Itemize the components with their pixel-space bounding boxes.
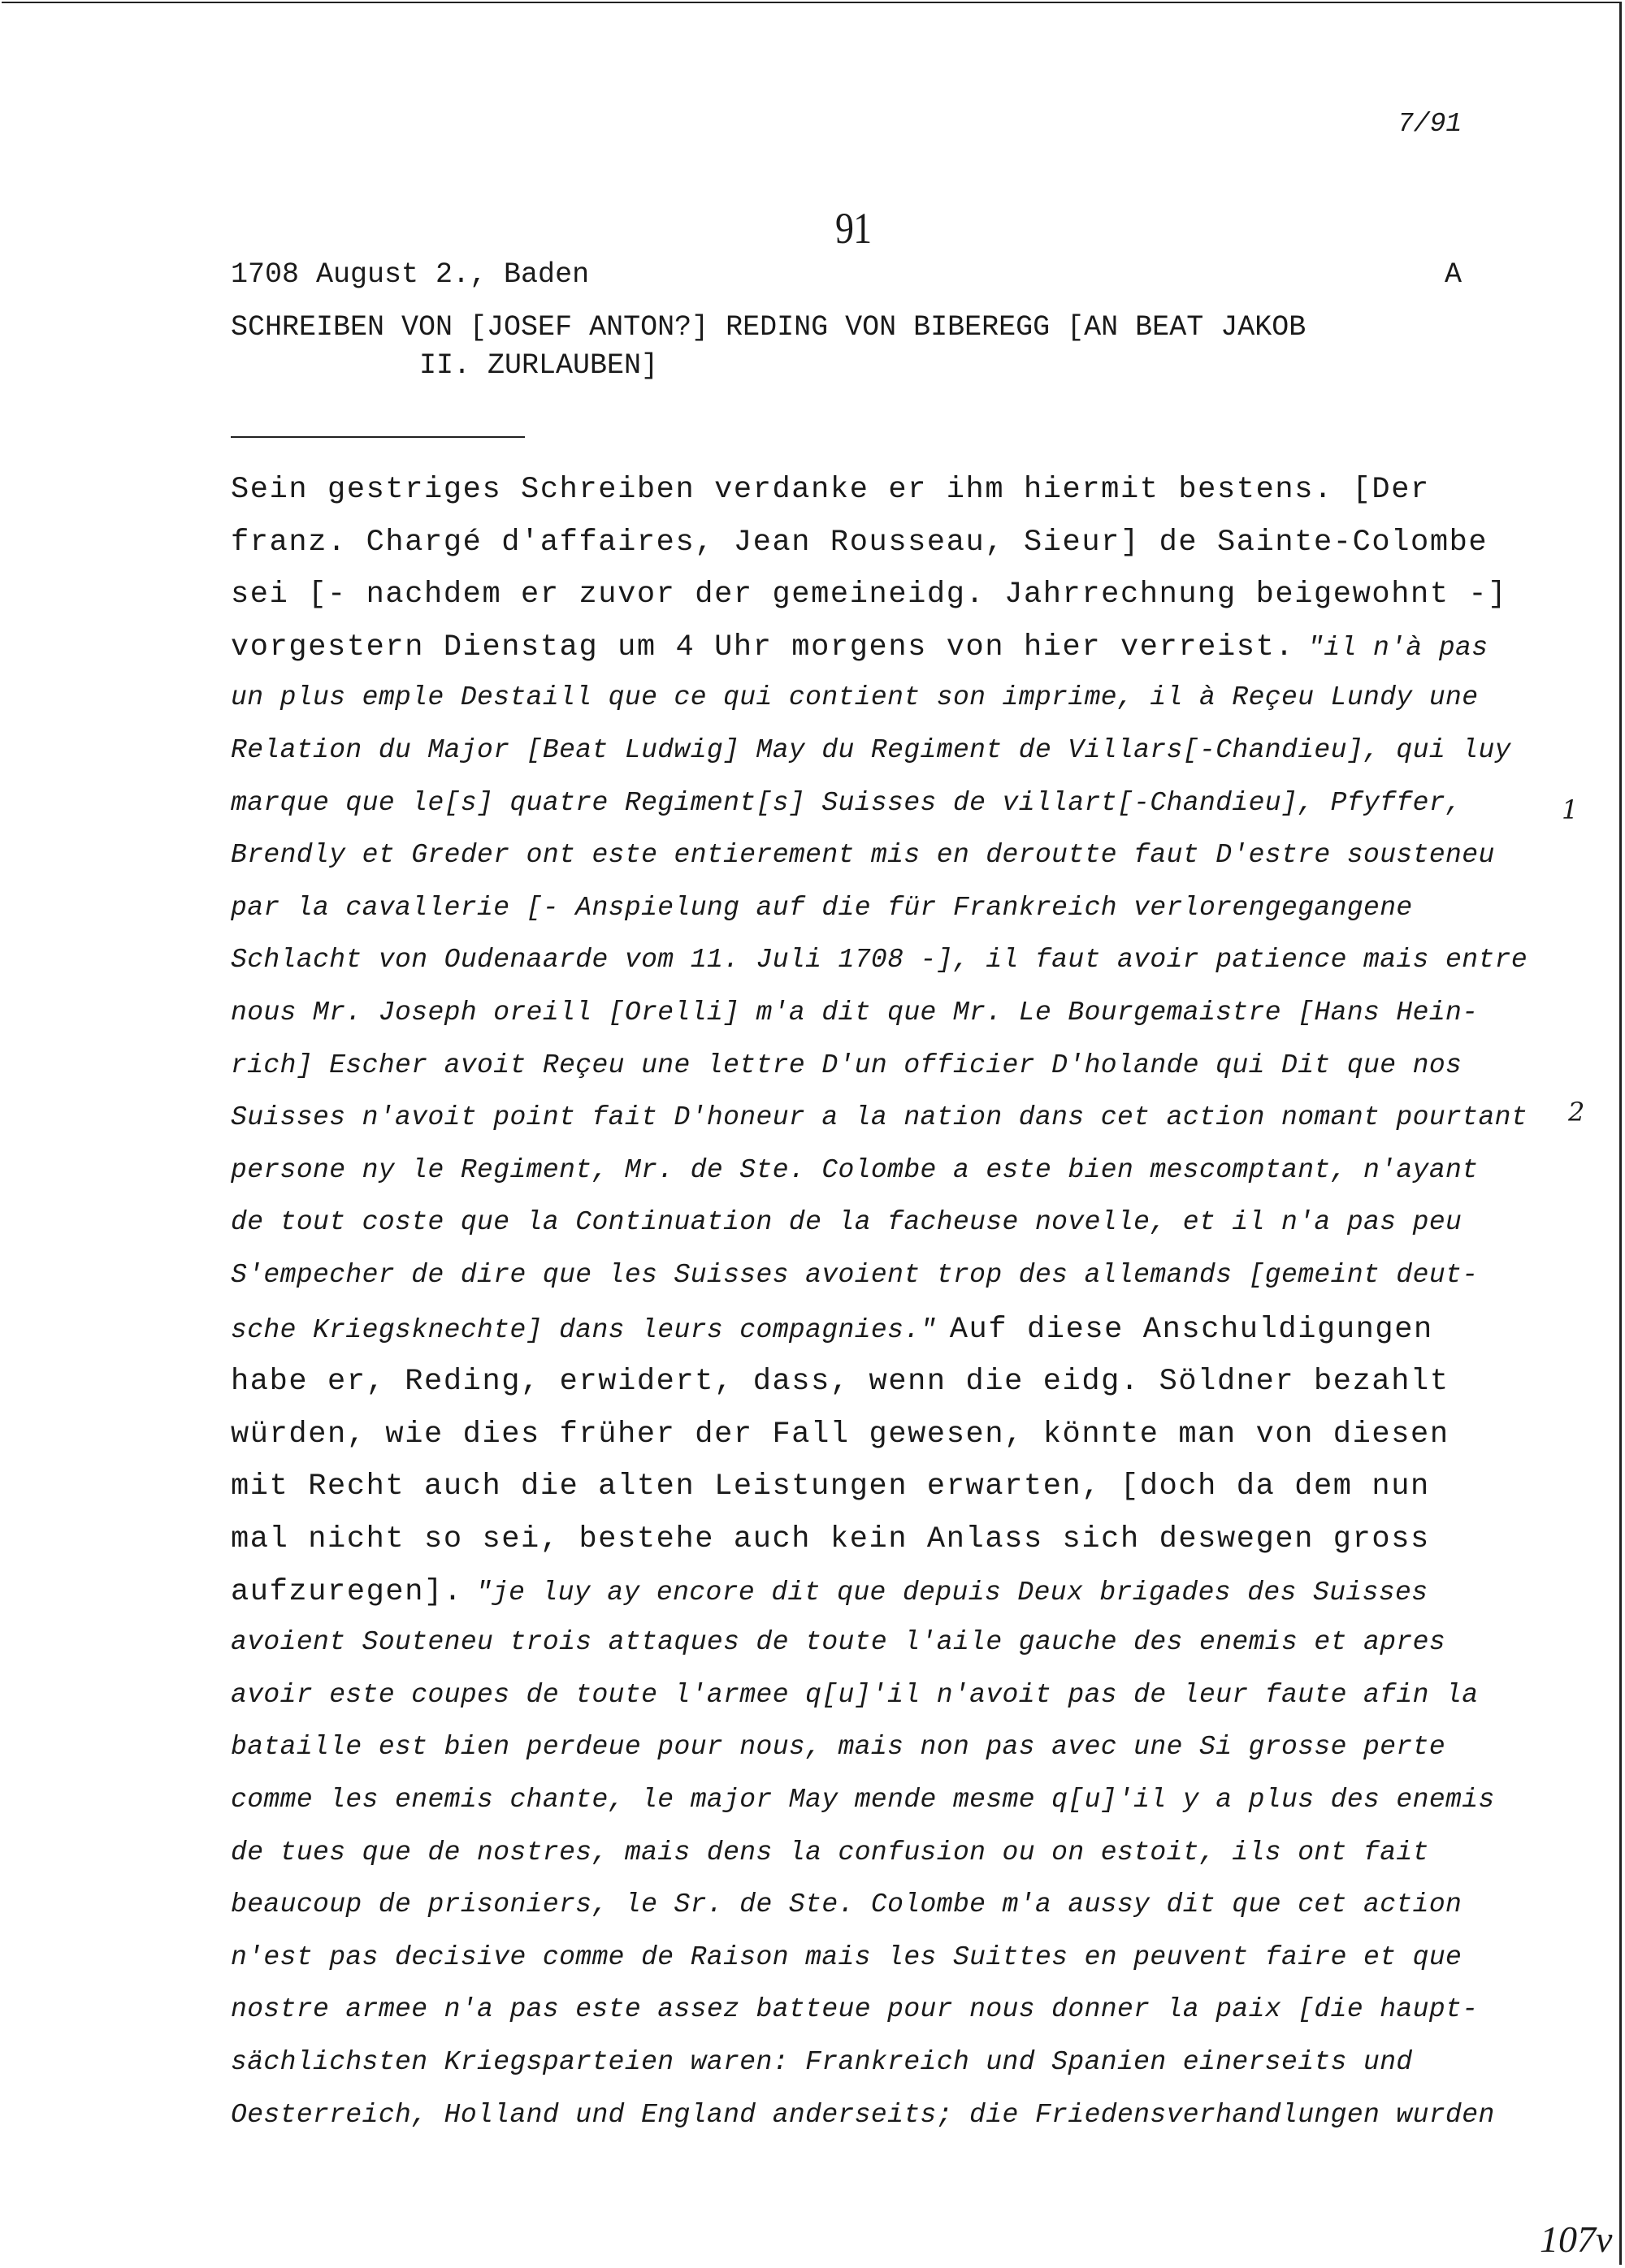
body-line-text: de tues que de nostres, mais dens la confusion ou on estoit, ils ont fait bbox=[231, 1837, 1429, 1868]
body-line-text: comme les enemis chante, le major May mende mesme q[u]'il y a plus des enemis bbox=[231, 1785, 1495, 1815]
body-line bbox=[231, 1942, 1462, 1972]
body-line bbox=[231, 1837, 1429, 1868]
body-line-text: sche Kriegsknechte] dans leurs compagnies." bbox=[231, 1314, 937, 1345]
body-line-text: Oesterreich, Holland und England anderseits; die Friedensverhandlungen wurden bbox=[231, 2099, 1495, 2130]
separator-rule bbox=[231, 436, 525, 438]
body-line bbox=[231, 1155, 1478, 1185]
body-line-text: vorgestern Dienstag um 4 Uhr morgens von hier verreist. bbox=[231, 630, 1295, 664]
body-line bbox=[231, 578, 1507, 612]
body-line bbox=[231, 1522, 1430, 1556]
body-line-text: persone ny le Regiment, Mr. de Ste. Colombe a este bien mescomptant, n'ayant bbox=[231, 1154, 1479, 1185]
body-line bbox=[231, 1102, 1528, 1132]
body-line bbox=[231, 1889, 1462, 1920]
margin-note-2: 2 bbox=[1568, 1097, 1585, 1128]
body-line bbox=[231, 682, 1478, 712]
body-line-text: würden, wie dies früher der Fall gewesen, könnte man von diesen bbox=[231, 1417, 1450, 1452]
body-line-text: un plus emple Destaill que ce qui contient son imprime, il à Reçeu Lundy une bbox=[231, 682, 1479, 713]
document-number: 91 bbox=[835, 204, 872, 253]
body-line bbox=[231, 1994, 1478, 2024]
source-letter: A bbox=[1445, 258, 1462, 291]
date-place: 1708 August 2., Baden bbox=[231, 258, 590, 291]
body-line-text: Suisses n'avoit point fait D'honeur a la nation dans cet action nomant pourtant bbox=[231, 1102, 1528, 1133]
body-line-text: nous Mr. Joseph oreill [Orelli] m'a dit que Mr. Le Bourgemaistre [Hans Hein- bbox=[231, 998, 1479, 1028]
body-line bbox=[231, 1418, 1450, 1452]
body-line bbox=[231, 2100, 1495, 2130]
body-line-text: aufzuregen]. bbox=[231, 1574, 463, 1609]
body-line-text: avoient Souteneu trois attaques de toute l'aile gauche des enemis et apres bbox=[231, 1627, 1446, 1658]
body-line-text: habe er, Reding, erwidert, dass, wenn die eidg. Söldner bezahlt bbox=[231, 1365, 1450, 1400]
body-line bbox=[231, 1627, 1445, 1657]
body-line bbox=[231, 1207, 1462, 1237]
folio-number: 107v bbox=[1540, 2218, 1613, 2260]
body-line-text: mal nicht so sei, bestehe auch kein Anlass sich deswegen gross bbox=[231, 1522, 1430, 1556]
document-title-line-2: II. ZURLAUBEN] bbox=[419, 349, 659, 382]
body-line-text: bataille est bien perdeue pour nous, mais non pas avec une Si grosse perte bbox=[231, 1732, 1446, 1763]
body-line bbox=[231, 630, 1488, 664]
body-line bbox=[231, 2047, 1413, 2077]
body-line bbox=[231, 1260, 1478, 1290]
body-line-text: par la cavallerie [- Anspielung auf die für Frankreich verlorengegangene bbox=[231, 892, 1413, 923]
archive-reference: 7/91 bbox=[1398, 109, 1462, 139]
body-line-text: n'est pas decisive comme de Raison mais les Suittes en peuvent faire et que bbox=[231, 1941, 1462, 1972]
body-line-text: mit Recht auch die alten Leistungen erwarten, [doch da dem nun bbox=[231, 1469, 1430, 1504]
body-line-text: sei [- nachdem er zuvor der gemeineidg. Jahrrechnung beigewohnt -] bbox=[231, 578, 1508, 612]
body-line bbox=[231, 893, 1413, 923]
body-line-text: Schlacht von Oudenaarde vom 11. Juli 1708 -], il faut avoir patience mais entre bbox=[231, 945, 1528, 976]
body-line-text: franz. Chargé d'affaires, Jean Rousseau, Sieur] de Sainte-Colombe bbox=[231, 525, 1488, 560]
document-title-line-1: SCHREIBEN VON [JOSEF ANTON?] REDING VON BIBEREGG [AN BEAT JAKOB bbox=[231, 311, 1306, 344]
body-line bbox=[231, 945, 1528, 975]
body-line bbox=[231, 1680, 1478, 1710]
body-line bbox=[231, 735, 1511, 765]
body-line bbox=[231, 1732, 1445, 1762]
body-line bbox=[231, 1313, 1433, 1347]
body-line bbox=[231, 1575, 1428, 1609]
body-line-text: sächlichsten Kriegsparteien waren: Frankreich und Spanien einerseits und bbox=[231, 2047, 1413, 2077]
body-line-text: Sein gestriges Schreiben verdanke er ihm hiermit bestens. [Der bbox=[231, 473, 1430, 507]
body-line bbox=[231, 1785, 1495, 1815]
body-line-text: Brendly et Greder ont este entierement mis en deroutte faut D'estre sousteneu bbox=[231, 840, 1495, 871]
body-line-text: de tout coste que la Continuation de la facheuse novelle, et il n'a pas peu bbox=[231, 1207, 1462, 1238]
body-line bbox=[231, 1050, 1462, 1080]
body-line bbox=[231, 526, 1488, 560]
body-line bbox=[231, 998, 1478, 1028]
body-line bbox=[231, 473, 1430, 507]
body-line-text: S'empecher de dire que les Suisses avoient trop des allemands [gemeint deut- bbox=[231, 1260, 1479, 1290]
margin-note-1: 1 bbox=[1562, 794, 1579, 825]
body-line bbox=[231, 1365, 1450, 1399]
body-line-text: Relation du Major [Beat Ludwig] May du Regiment de Villars[-Chandieu], qui luy bbox=[231, 735, 1511, 765]
body-line-tail: "je luy ay encore dit que depuis Deux brigades des Suisses bbox=[475, 1577, 1428, 1608]
body-line bbox=[231, 840, 1495, 870]
body-line-tail: "il n'à pas bbox=[1307, 632, 1488, 663]
body-line-text: avoir este coupes de toute l'armee q[u]'il n'avoit pas de leur faute afin la bbox=[231, 1679, 1479, 1710]
body-line-tail: Auf diese Anschuldigungen bbox=[949, 1312, 1433, 1347]
body-line-text: nostre armee n'a pas este assez batteue pour nous donner la paix [die haupt- bbox=[231, 1994, 1479, 2025]
body-line bbox=[231, 788, 1462, 818]
body-line-text: beaucoup de prisoniers, le Sr. de Ste. Colombe m'a aussy dit que cet action bbox=[231, 1889, 1462, 1920]
body-line bbox=[231, 1469, 1430, 1504]
body-line-text: marque que le[s] quatre Regiment[s] Suisses de villart[-Chandieu], Pfyffer, bbox=[231, 787, 1462, 818]
body-line-text: rich] Escher avoit Reçeu une lettre D'un officier D'holande qui Dit que nos bbox=[231, 1050, 1462, 1080]
